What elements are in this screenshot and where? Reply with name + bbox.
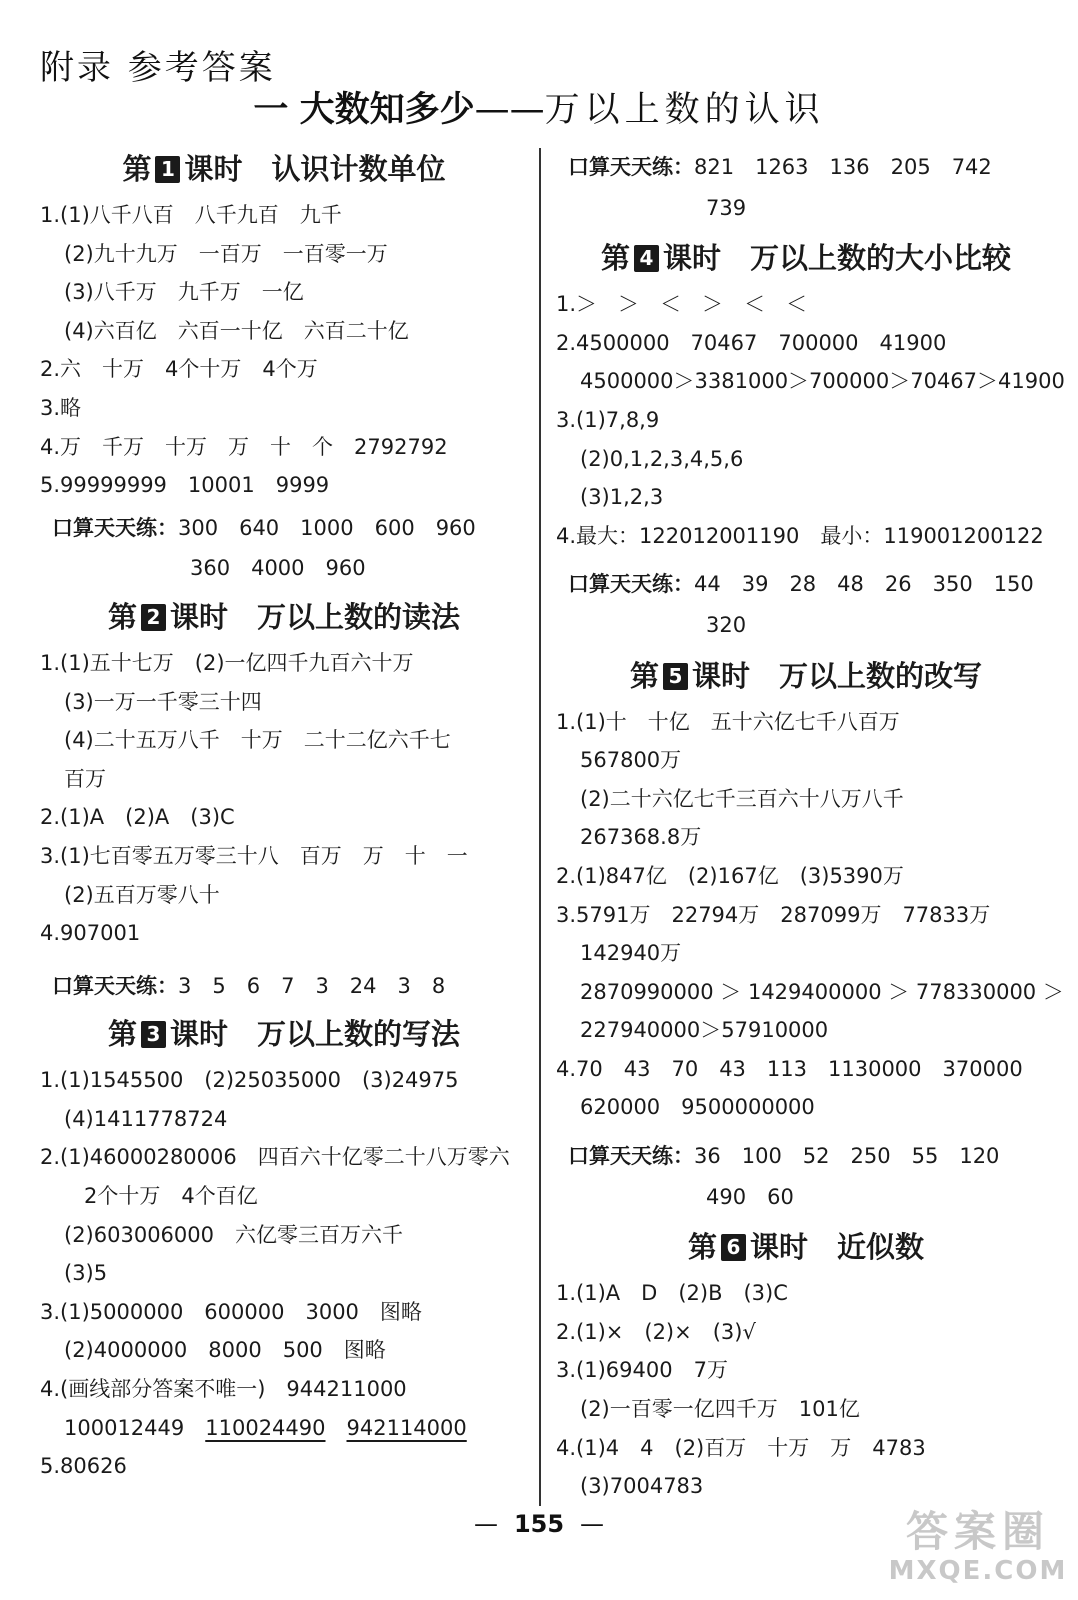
underlined-answer: 110024490	[205, 1415, 326, 1440]
answer-line: (2)五百万零八十	[64, 882, 220, 907]
answer-line: (3)7004783	[580, 1474, 704, 1499]
lesson-4-prefix: 第	[600, 241, 630, 276]
answer-line: 3.(1)69400 7万	[556, 1358, 728, 1383]
chapter-subtitle: 万以上数的认识	[544, 90, 825, 130]
lesson-1-topic: 认识计数单位	[271, 152, 446, 186]
answer-line: (2)一百零一亿四千万 101亿	[580, 1397, 860, 1422]
answer-line: 3.(1)7,8,9	[556, 407, 660, 432]
answer-line: 5.80626	[40, 1454, 127, 1479]
lesson-5-title	[556, 655, 1056, 697]
answer-line: 2.(1)A (2)A (3)C	[40, 805, 235, 830]
page-dash-right: —	[580, 1510, 605, 1538]
lesson-1-prefix: 第	[122, 152, 152, 186]
lesson-4-suffix: 课时	[662, 241, 721, 276]
drill-label: 口算天天练：	[568, 155, 694, 179]
answer-line: 4.万 千万 十万 万 十 个 2792792	[40, 434, 448, 459]
answer-line: (2)二十六亿七千三百六十八万八千	[580, 786, 904, 811]
answer-line: 2.六 十万 4个十万 4个万	[40, 357, 318, 382]
answer-line: 3.5791万 22794万 287099万 77833万	[556, 902, 991, 927]
answer-line: (4)1411778724	[64, 1106, 228, 1131]
answer-line: (3)八千万 九千万 一亿	[64, 280, 304, 305]
answer-value: 100012449	[64, 1415, 185, 1440]
answer-line: 2.(1)46000280006 四百六十亿零二十八万零六	[40, 1145, 510, 1170]
answer-line: (4)六百亿 六百一十亿 六百二十亿	[64, 318, 409, 343]
chapter-dash: ——	[474, 90, 545, 130]
column-divider	[539, 148, 541, 1506]
lesson-3-suffix: 课时	[169, 1017, 228, 1052]
answer-line: 百万	[64, 766, 106, 791]
lesson-4-title	[556, 237, 1056, 279]
lesson-3-title	[40, 1013, 528, 1055]
answer-line: 2.(1)× (2)× (3)√	[556, 1319, 756, 1344]
lesson-6-topic: 近似数	[837, 1230, 925, 1265]
lesson-5-suffix: 课时	[691, 658, 750, 693]
lesson-4-topic: 万以上数的大小比较	[750, 241, 1012, 276]
lesson-6-suffix: 课时	[749, 1230, 808, 1265]
answer-line: 5.99999999 10001 9999	[40, 473, 330, 498]
underlined-answer: 942114000	[346, 1415, 467, 1440]
drill-values: 300 640 1000 600 960	[178, 515, 476, 540]
lesson-4-badge: 4	[634, 245, 659, 272]
answer-line: 4.(画线部分答案不唯一) 944211000	[40, 1377, 407, 1402]
drill-label: 口算天天练：	[568, 1144, 694, 1169]
drill-label: 口算天天练：	[52, 515, 178, 540]
answer-line: (2)4000000 8000 500 图略	[64, 1338, 386, 1363]
answer-line: (4)二十五万八千 十万 二十二亿六千七	[64, 728, 451, 753]
answer-line: (3)一万一千零三十四	[64, 689, 262, 714]
answer-line: 2个十万 4个百亿	[84, 1184, 258, 1209]
watermark-text-bottom: MXQE.COM	[888, 1556, 1068, 1586]
answer-line: (3)5	[64, 1261, 108, 1286]
answer-line: 2.4500000 70467 700000 41900	[556, 330, 947, 355]
answer-line: 4.(1)4 4 (2)百万 十万 万 4783	[556, 1435, 926, 1460]
answer-line: 142940万	[580, 941, 682, 966]
lesson-3-badge: 3	[141, 1021, 166, 1048]
lesson-2-badge: 2	[141, 604, 166, 631]
answer-line: 1.(1)A D (2)B (3)C	[556, 1281, 788, 1306]
answer-line: 2.(1)847亿 (2)167亿 (3)5390万	[556, 863, 904, 888]
lesson-1-suffix: 课时	[184, 152, 243, 186]
drill-label: 口算天天练：	[52, 973, 178, 998]
lesson-5-prefix: 第	[629, 658, 659, 693]
drill-values-continued: 320	[706, 612, 747, 637]
mental-math-drill	[556, 148, 1056, 187]
answer-line: 4.最大：122012001190 最小：119001200122	[556, 523, 1044, 548]
answer-line: 1.(1)五十七万 (2)一亿四千九百六十万	[40, 650, 414, 675]
answer-line: 1.(1)十 十亿 五十六亿七千八百万	[556, 709, 900, 734]
answer-line: 1.＞ ＞ ＜ ＞ ＜ ＜	[556, 292, 808, 317]
lesson-2-topic: 万以上数的读法	[257, 599, 461, 634]
drill-values: 36 100 52 250 55 120	[694, 1144, 1000, 1169]
answer-line: 4.70 43 70 43 113 1130000 370000	[556, 1056, 1023, 1081]
lesson-5-topic: 万以上数的改写	[779, 658, 983, 693]
drill-values-continued: 739	[706, 195, 747, 220]
answer-line: 567800万	[580, 748, 682, 773]
left-column	[40, 140, 528, 1486]
lesson-1-title	[40, 148, 528, 190]
chapter-main-title: 大数知多少	[299, 90, 475, 130]
drill-values: 821 1263 136 205 742	[694, 155, 992, 179]
mental-math-drill	[40, 509, 528, 548]
answer-line	[40, 1409, 528, 1448]
drill-values: 44 39 28 48 26 350 150	[694, 572, 1034, 597]
answer-line: 3.(1)七百零五万零三十八 百万 万 十 一	[40, 843, 468, 868]
watermark-text-top: 答案圈	[905, 1507, 1050, 1556]
chapter-title	[0, 82, 1078, 132]
answer-line: 3.略	[40, 395, 82, 420]
mental-math-drill	[556, 565, 1056, 604]
drill-values-continued: 490 60	[706, 1184, 794, 1209]
answer-line: (2)0,1,2,3,4,5,6	[580, 446, 744, 471]
answer-line: 4500000＞3381000＞700000＞70467＞41900	[580, 369, 1065, 394]
answer-line: (3)1,2,3	[580, 485, 664, 510]
lesson-6-prefix: 第	[687, 1230, 717, 1265]
chapter-number: 一	[253, 90, 289, 130]
drill-label: 口算天天练：	[568, 572, 694, 597]
answer-line: 1.(1)1545500 (2)25035000 (3)24975	[40, 1068, 459, 1093]
lesson-2-title	[40, 596, 528, 638]
answer-line: 4.907001	[40, 921, 141, 946]
lesson-5-badge: 5	[663, 663, 688, 690]
lesson-1-badge: 1	[155, 156, 180, 183]
watermark-logo	[888, 1508, 1068, 1594]
answer-line: (2)603006000 六亿零三百万六千	[64, 1222, 403, 1247]
lesson-3-topic: 万以上数的写法	[257, 1017, 461, 1052]
drill-values-continued: 360 4000 960	[190, 556, 366, 581]
lesson-6-title	[556, 1226, 1056, 1268]
mental-math-drill	[556, 1137, 1056, 1176]
answer-line: 2870990000 ＞ 1429400000 ＞ 778330000 ＞	[580, 979, 1064, 1004]
appendix-title: 附录 参考答案	[40, 48, 276, 88]
answer-line: 3.(1)5000000 600000 3000 图略	[40, 1299, 422, 1324]
lesson-2-prefix: 第	[107, 599, 137, 634]
page-number-value: 155	[513, 1510, 565, 1538]
lesson-3-prefix: 第	[107, 1017, 137, 1052]
answer-line: 620000 9500000000	[580, 1095, 815, 1120]
lesson-6-badge: 6	[721, 1234, 746, 1261]
page-dash-left: —	[473, 1510, 498, 1538]
right-column	[556, 140, 1065, 1506]
drill-values: 3 5 6 7 3 24 3 8	[178, 973, 446, 998]
lesson-2-suffix: 课时	[169, 599, 228, 634]
answer-line: 227940000＞57910000	[580, 1018, 829, 1043]
answer-line: (2)九十九万 一百万 一百零一万	[64, 241, 388, 266]
answer-line: 267368.8万	[580, 825, 702, 850]
mental-math-drill	[40, 967, 528, 1006]
answer-line: 1.(1)八千八百 八千九百 九千	[40, 203, 342, 227]
